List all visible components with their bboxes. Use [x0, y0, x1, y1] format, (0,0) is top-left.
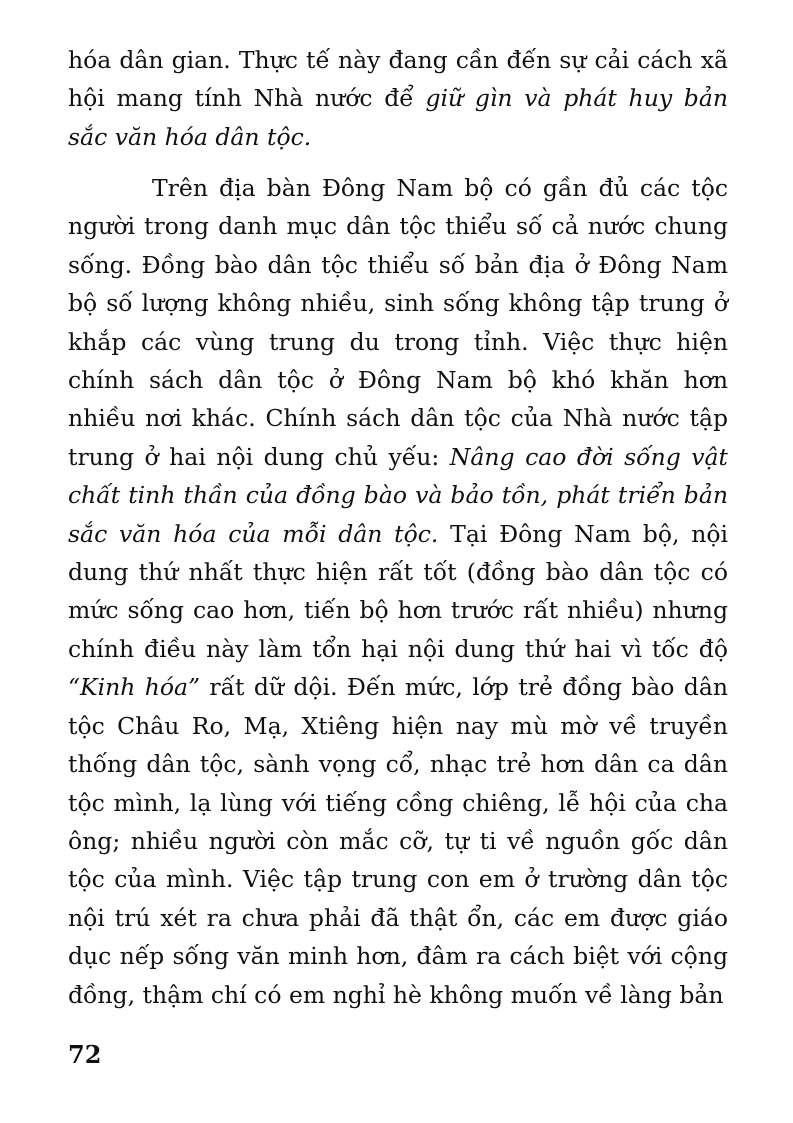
p1-italic-phrase: giữ gìn và phát huy bản sắc văn hóa dân tộc. — [68, 84, 728, 151]
p2-italic-kinh-hoa: “Kinh hóa” — [68, 673, 201, 702]
page-number: 72 — [68, 1040, 102, 1069]
paragraph-1 — [68, 41, 728, 156]
p1-text-1: hóa dân gian. Thực tế này đang cần đến sự cải cách xã hội mang tính Nhà nước để — [68, 46, 728, 113]
p2-italic-policy: Nâng cao đời sống vật chất tinh thần của đồng bào và bảo tồn, phát triển bản sắc văn hóa của mỗi dân tộc. — [68, 442, 728, 548]
p2-text-3: rất dữ dội. Đến mức, lớp trẻ đồng bào dân tộc Châu Ro, Mạ, Xtiêng hiện nay mù mờ về truyền thống dân tộc, sành vọng cổ, nhạc trẻ hơn dân ca dân tộc mình, lạ lùng với tiếng cồng chiêng, lễ hội của cha ông; nhiều người còn mắc cỡ, tự ti về nguồn gốc dân tộc của mình. Việc tập trung con em ở trường dân tộc nội trú xét ra chưa phải đã thật ổn, các em được giáo dục nếp sống văn minh hơn, đâm ra cách biệt với cộng đồng, thậm chí có em nghỉ hè không muốn về làng bản — [68, 673, 728, 1009]
p2-text-1: Trên địa bàn Đông Nam bộ có gần đủ các tộc người trong danh mục dân tộc thiểu số cả nước chung sống. Đồng bào dân tộc thiểu số bản địa ở Đông Nam bộ số lượng không nhiều, sinh sống không tập trung ở khắp các vùng trung du trong tỉnh. Việc thực hiện chính sách dân tộc ở Đông Nam bộ khó khăn hơn nhiều nơi khác. Chính sách dân tộc của Nhà nước tập trung ở hai nội dung chủ yếu: — [68, 174, 728, 471]
p2-text-2: Tại Đông Nam bộ, nội dung thứ nhất thực hiện rất tốt (đồng bào dân tộc có mức sống cao hơn, tiến bộ hơn trước rất nhiều) nhưng chính điều này làm tổn hại nội dung thứ hai vì tốc độ — [68, 519, 728, 663]
paragraph-2 — [68, 169, 728, 1014]
